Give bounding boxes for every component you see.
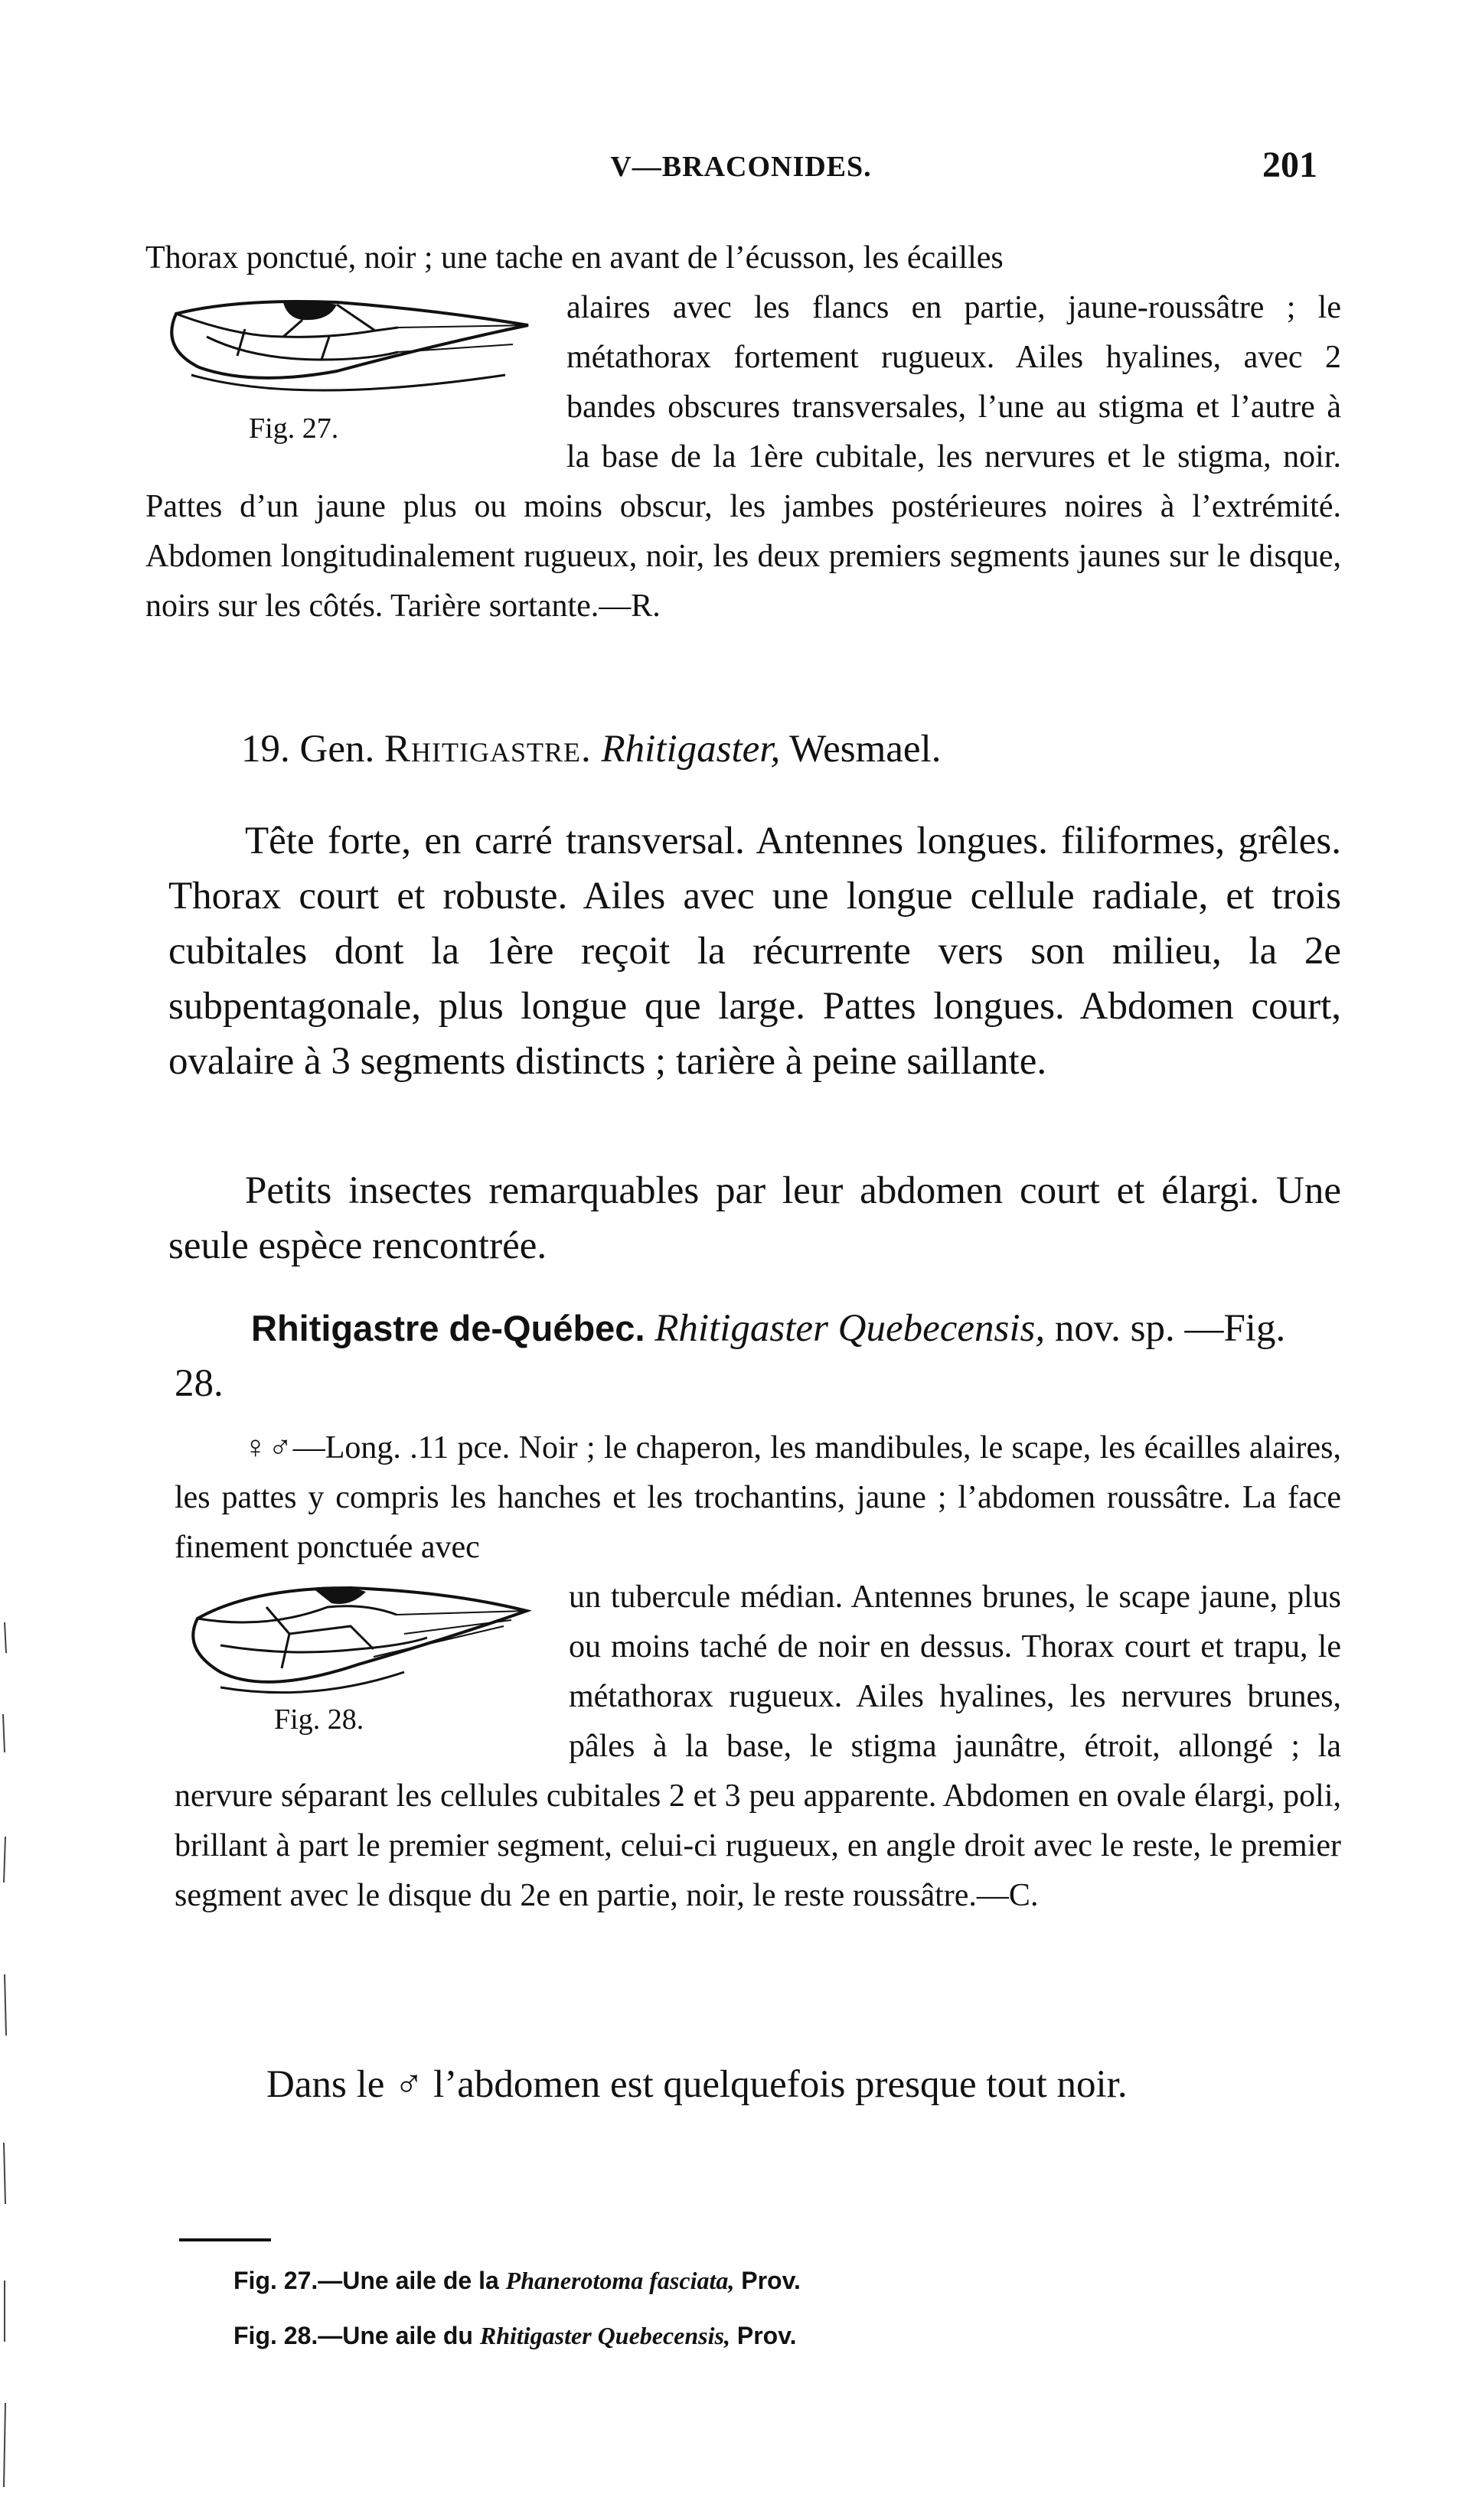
page-header: [0, 145, 1482, 196]
wing-27-illustration: [145, 283, 544, 417]
footnote-fig27-species: Phanerotoma fasciata,: [505, 2267, 735, 2294]
genus-latin: Rhitigaster,: [601, 728, 781, 771]
genus-author: Wesmael.: [789, 728, 942, 771]
paragraph-genus-description: [168, 813, 1341, 1089]
genus-description-text: Tête forte, en carré transversal. Antennes longues. filiformes, grêles. Thorax court et robuste. Ailes avec une longue cellule radiale, et trois cubitales dont la 1ère reçoit la récurrente vers son milieu, la 2e subpentagonale, plus longue que large. Pattes longues. Abdomen court, ovalaire à 3 segments distincts ; tarière à peine saillante.: [168, 820, 1341, 1083]
species-latin: Rhitigaster Quebecensis,: [654, 1307, 1046, 1350]
footnote-fig28-suffix: Prov.: [736, 2322, 797, 2349]
genus-name: Rhitigastre.: [384, 728, 592, 771]
figure-27: [145, 283, 544, 444]
page-number: 201: [1262, 145, 1317, 185]
paragraph-thorax: [145, 233, 1341, 631]
paragraph-species-description: [175, 1423, 1341, 1921]
footnote-fig28-species: Rhitigaster Quebecensis,: [479, 2322, 730, 2349]
genus-number: 19.: [241, 728, 290, 771]
species-intro: ♀♂—Long. .11 pce. Noir ; le chaperon, les mandibules, le scape, les écailles alaires, les pattes y compris les hanches et les trochantins, jaune ; l’abdomen roussâtre. La face finement ponctuée avec: [175, 1430, 1341, 1565]
paragraph-text: alaires avec les flancs en partie, jaune-roussâtre ; le métathorax fortement rugueux. Ailes hyalines, avec 2 bandes obscures transversales, l’une au stigma et l’autre à la base de la 1ère cubitale, les nervures et le stigma, noir. Pattes d’un jaune plus ou moins obscur, les jambes postérieures noires à l’extrémité. Abdomen longitudinalement rugueux, noir, les deux premiers segments jaunes sur le disque, noirs sur les côtés. Tarière sortante.—R.: [145, 290, 1341, 624]
male-note-text: Dans le ♂ l’abdomen est quelquefois presque tout noir.: [266, 2063, 1128, 2106]
footnote-fig27-suffix: Prov.: [741, 2267, 801, 2294]
species-suffix: nov. sp. —Fig. 28.: [175, 1307, 1286, 1405]
running-head: V—BRACONIDES.: [610, 151, 872, 183]
wing-28-illustration: [175, 1573, 546, 1710]
genus-heading: [241, 727, 941, 771]
figure-27-label: Fig. 27.: [249, 412, 339, 445]
footnote-fig27: [233, 2267, 801, 2295]
remarks-text: Petits insectes remarquables par leur abdomen court et élargi. Une seule espèce rencontrée.: [168, 1169, 1341, 1267]
paragraph-first-line: Thorax ponctué, noir ; une tache en avant de l’écusson, les écailles: [145, 240, 1004, 275]
figure-28-label: Fig. 28.: [274, 1703, 364, 1736]
footnote-fig28-prefix: Fig. 28.—Une aile du: [233, 2322, 473, 2349]
footnote-rule: [179, 2238, 271, 2241]
species-name: Rhitigastre de-Québec.: [251, 1308, 645, 1348]
genus-gen: Gen.: [299, 728, 375, 771]
scan-edge-marks: [0, 1607, 11, 2520]
footnote-fig27-prefix: Fig. 27.—Une aile de la: [233, 2267, 499, 2294]
footnote-fig28: [233, 2322, 797, 2350]
species-heading: [175, 1301, 1341, 1411]
paragraph-male-note: [175, 2057, 1341, 2112]
species-text: un tubercule médian. Antennes brunes, le scape jaune, plus ou moins taché de noir en dessus. Thorax court et trapu, le métathorax rugueux. Ailes hyalines, les nervures brunes, pâles à la base, le stigma jaunâtre, étroit, allongé ; la nervure séparant les cellules cubitales 2 et 3 peu apparente. Abdomen en ovale élargi, poli, brillant à part le premier segment, celui-ci rugueux, en angle droit avec le reste, le premier segment avec le disque du 2e en partie, noir, le reste roussâtre.—C.: [175, 1579, 1341, 1913]
figure-28: [175, 1573, 546, 1737]
paragraph-remarks: [168, 1163, 1341, 1273]
